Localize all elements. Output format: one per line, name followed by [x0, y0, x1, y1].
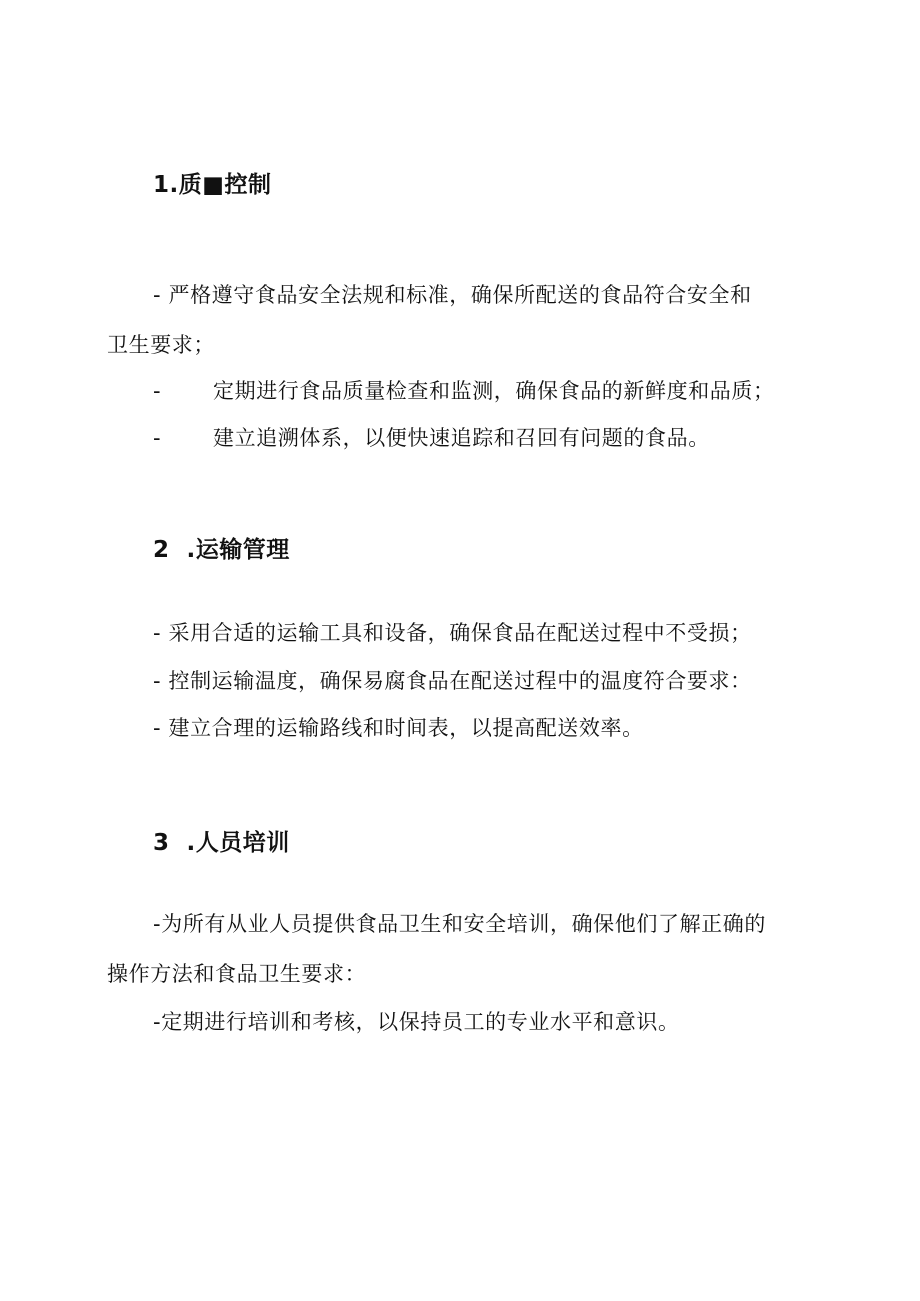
list-dash: -: [153, 621, 162, 645]
list-item-text: 控制运输温度，确保易腐食品在配送过程中的温度符合要求：: [168, 669, 752, 693]
list-item: [153, 375, 775, 405]
section-heading-transport-management: 2 .运输管理: [153, 537, 290, 563]
list-item: [153, 665, 752, 695]
section-heading-quality-control: 1.质■控制: [153, 172, 272, 198]
list-item: [153, 422, 710, 452]
list-item-continuation: 卫生要求；: [107, 333, 215, 357]
list-item: [153, 1006, 680, 1036]
section-heading-staff-training: 3 .人员培训: [153, 830, 290, 856]
list-item: [153, 279, 752, 309]
list-dash: -: [153, 426, 162, 450]
list-dash: -: [153, 912, 162, 936]
list-dash: -: [153, 669, 162, 693]
list-item: [153, 712, 644, 742]
list-item-continuation: 操作方法和食品卫生要求：: [107, 962, 367, 986]
list-item-text: 建立追溯体系，以便快速追踪和召回有问题的食品。: [213, 426, 710, 450]
list-dash: -: [153, 716, 162, 740]
list-dash: -: [153, 283, 162, 307]
list-item-text: 采用合适的运输工具和设备，确保食品在配送过程中不受损；: [168, 621, 752, 645]
list-dash: -: [153, 1010, 162, 1034]
list-dash: -: [153, 379, 162, 403]
list-item: [153, 617, 752, 647]
list-item-text: 建立合理的运输路线和时间表，以提高配送效率。: [168, 716, 644, 740]
list-item: [153, 908, 766, 938]
list-item-text: 为所有从业人员提供食品卫生和安全培训，确保他们了解正确的: [161, 912, 766, 936]
list-item-text: 严格遵守食品安全法规和标准，确保所配送的食品符合安全和: [168, 283, 752, 307]
list-item-text: 定期进行培训和考核，以保持员工的专业水平和意识。: [161, 1010, 680, 1034]
list-item-text: 定期进行食品质量检查和监测，确保食品的新鲜度和品质；: [213, 379, 775, 403]
